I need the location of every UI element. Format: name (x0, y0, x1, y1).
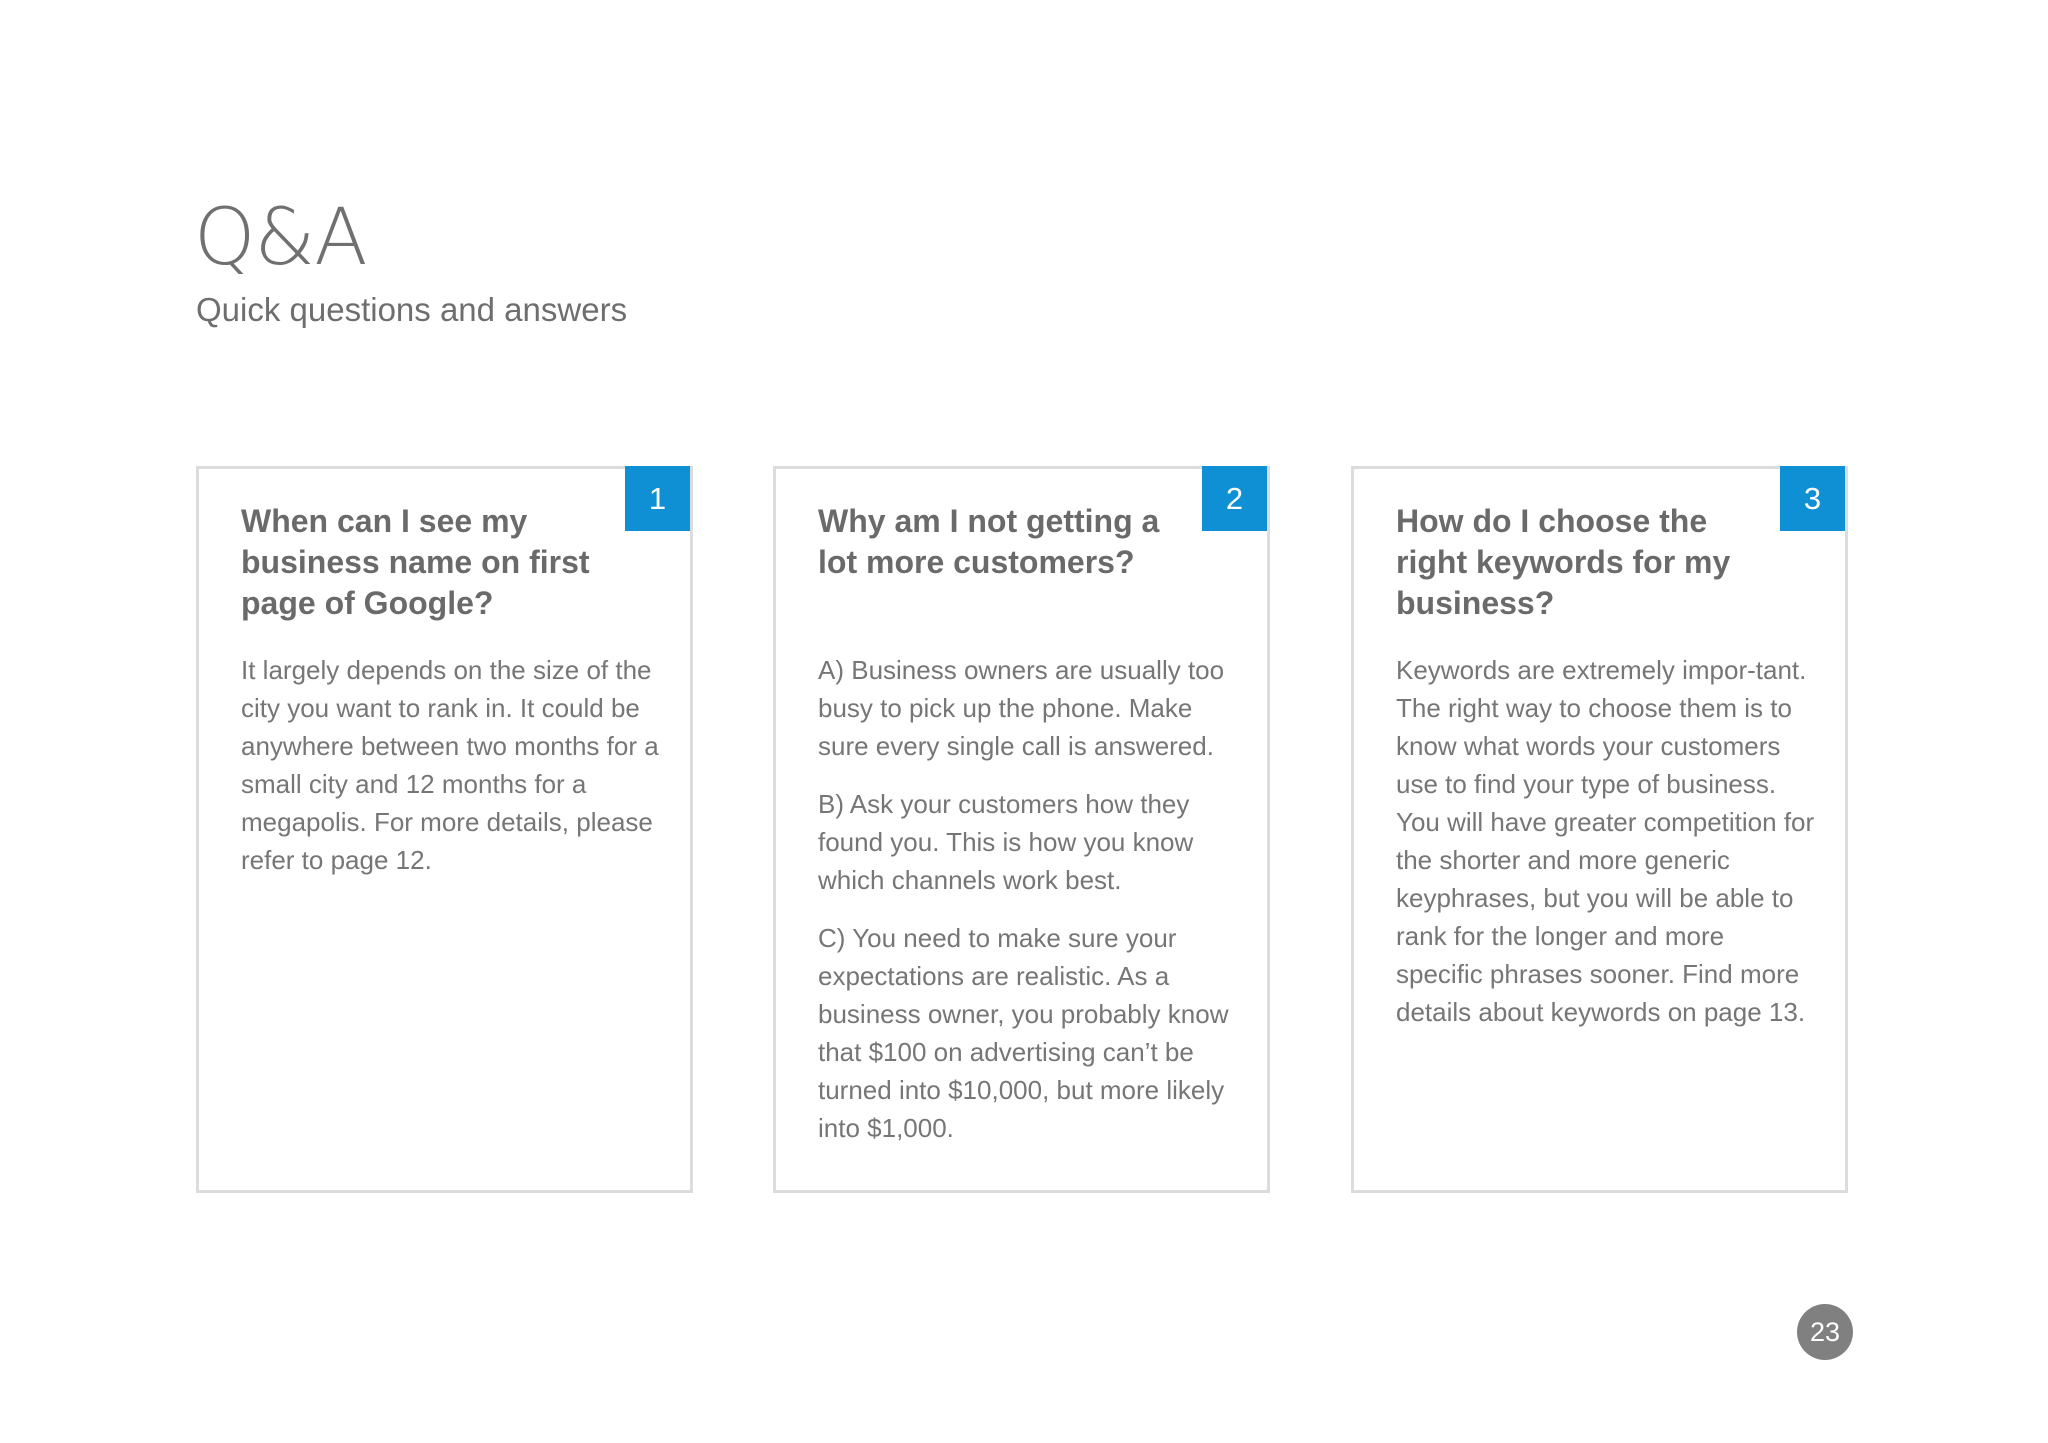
card-number-badge: 2 (1202, 466, 1267, 531)
answer-paragraph: It largely depends on the size of the city you want to rank in. It could be anywhere between two months for a small city and 12 months for a megapolis. For more details, please refer to page 12. (241, 655, 659, 875)
page-number-badge: 23 (1797, 1304, 1853, 1360)
page-title: Q&A (194, 193, 367, 283)
card-question: Why am I not getting a lot more customers? (818, 503, 1160, 580)
card-answer (241, 651, 661, 899)
qa-card-1 (196, 466, 693, 1193)
qa-card-2 (773, 466, 1270, 1193)
card-number-badge: 3 (1780, 466, 1845, 531)
answer-paragraph: B) Ask your customers how they found you. This is how you know which channels work best. (818, 789, 1194, 895)
card-answer (818, 651, 1238, 1167)
page-subtitle: Quick questions and answers (196, 291, 628, 328)
card-number-badge: 1 (625, 466, 690, 531)
answer-paragraph: Keywords are extremely impor-tant. The right way to choose them is to know what words your customers use to find your type of business. You will have greater competition for the shorter and more generic keyphrases, but you will be able to rank for the longer and more specific phrases sooner. Find more details about keywords on page 13. (1396, 655, 1815, 1027)
answer-paragraph: A) Business owners are usually too busy to pick up the phone. Make sure every single call is answered. (818, 655, 1225, 761)
card-question: How do I choose the right keywords for my business? (1396, 503, 1731, 621)
qa-card-3 (1351, 466, 1848, 1193)
answer-paragraph: C) You need to make sure your expectations are realistic. As a business owner, you probably know that $100 on advertising can’t be turned into $10,000, but more likely into $1,000. (818, 923, 1229, 1143)
card-answer (1396, 651, 1816, 1051)
card-question: When can I see my business name on first page of Google? (241, 503, 590, 621)
